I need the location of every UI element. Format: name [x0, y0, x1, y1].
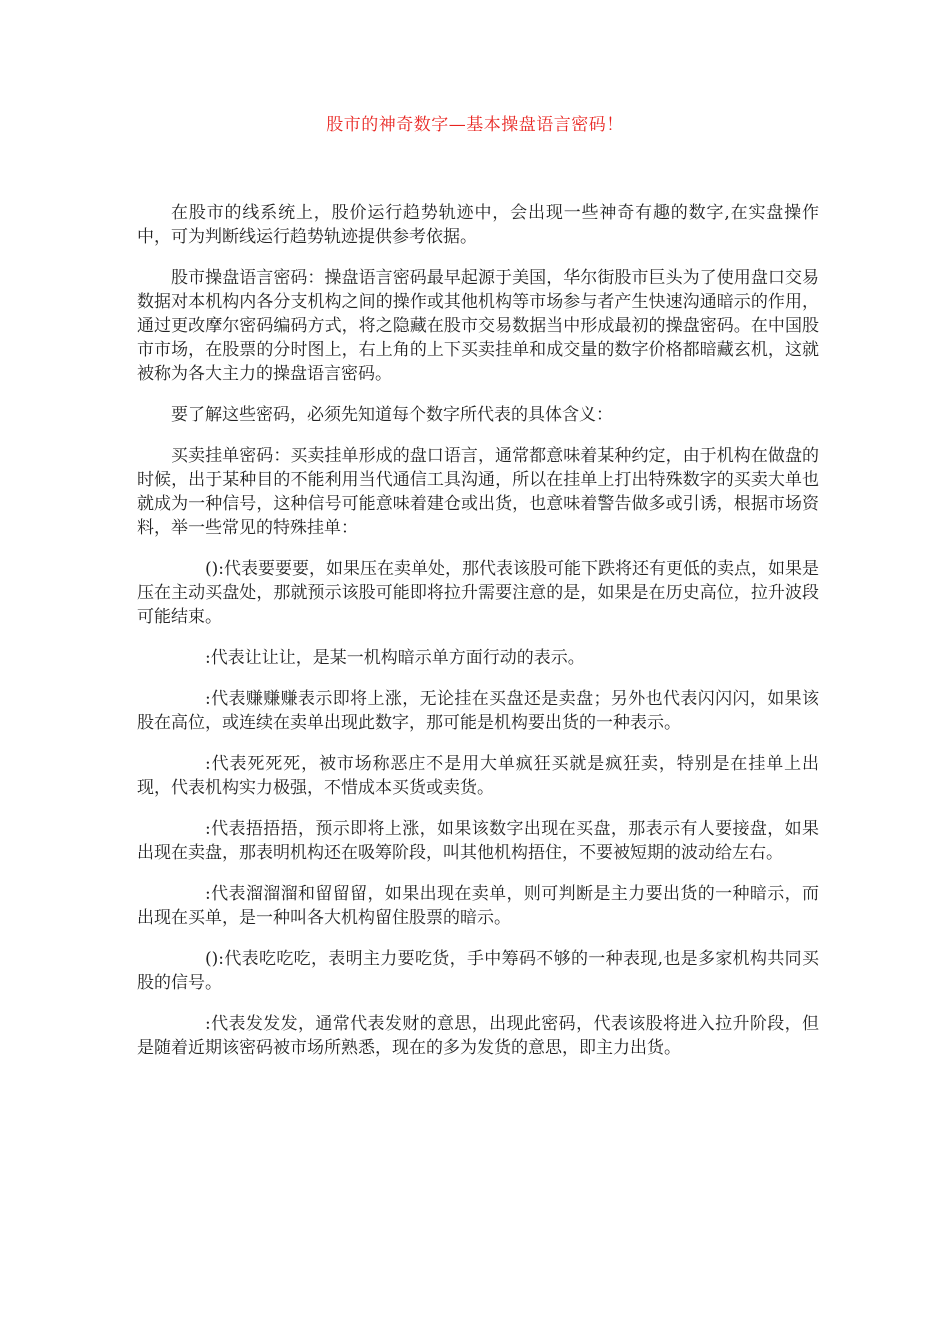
intro-paragraph: 在股市的线系统上，股价运行趋势轨迹中，会出现一些神奇有趣的数字,在实盘操作中，可为判断线运行趋势轨迹提供参考依据。 [137, 203, 819, 247]
code-item-chi: ():代表吃吃吃，表明主力要吃货，手中筹码不够的一种表现,也是多家机构共同买股的信号。 [137, 949, 819, 993]
origin-paragraph: 股市操盘语言密码：操盘语言密码最早起源于美国，华尔街股市巨头为了使用盘口交易数据对本机构内各分支机构之间的操作或其他机构等市场参与者产生快速沟通暗示的作用，通过更改摩尔密码编码方式，将之隐藏在股市交易数据当中形成最初的操盘密码。在中国股市市场，在股票的分时图上，右上角的上下买卖挂单和成交量的数字价格都暗藏玄机，这就被称为各大主力的操盘语言密码。 [137, 268, 819, 384]
code-item-liu: :代表溜溜溜和留留留，如果出现在卖单，则可判断是主力要出货的一种暗示，而出现在买单，是一种叫各大机构留住股票的暗示。 [137, 884, 819, 928]
document-title: 股市的神奇数字—基本操盘语言密码！ [326, 115, 624, 135]
order-code-paragraph: 买卖挂单密码：买卖挂单形成的盘口语言，通常都意味着某种约定，由于机构在做盘的时候，出于某种目的不能利用当代通信工具沟通，所以在挂单上打出特殊数字的买卖大单也就成为一种信号，这种信号可能意味着建仓或出货，也意味着警告做多或引诱，根据市场资料，举一些常见的特殊挂单： [137, 446, 819, 538]
meaning-paragraph: 要了解这些密码，必须先知道每个数字所代表的具体含义： [171, 405, 613, 425]
code-item-zhuan: :代表赚赚赚表示即将上涨，无论挂在买盘还是卖盘；另外也代表闪闪闪，如果该股在高位，或连续在卖单出现此数字，那可能是机构要出货的一种表示。 [137, 689, 819, 733]
code-item-yao: ():代表要要要，如果压在卖单处，那代表该股可能下跌将还有更低的卖点，如果是压在主动买盘处，那就预示该股可能即将拉升需要注意的是，如果是在历史高位，拉升波段可能结束。 [137, 559, 819, 627]
code-item-si: :代表死死死，被市场称恶庄不是用大单疯狂买就是疯狂卖，特别是在挂单上出现，代表机构实力极强，不惜成本买货或卖货。 [137, 754, 819, 798]
code-item-rang: :代表让让让，是某一机构暗示单方面行动的表示。 [205, 648, 585, 668]
code-item-wu: :代表捂捂捂，预示即将上涨，如果该数字出现在买盘，那表示有人要接盘，如果出现在卖盘，那表明机构还在吸筹阶段，叫其他机构捂住，不要被短期的波动给左右。 [137, 819, 819, 863]
code-item-fa: :代表发发发，通常代表发财的意思，出现此密码，代表该股将进入拉升阶段，但是随着近期该密码被市场所熟悉，现在的多为发货的意思，即主力出货。 [137, 1014, 819, 1058]
document-body [137, 201, 819, 1060]
